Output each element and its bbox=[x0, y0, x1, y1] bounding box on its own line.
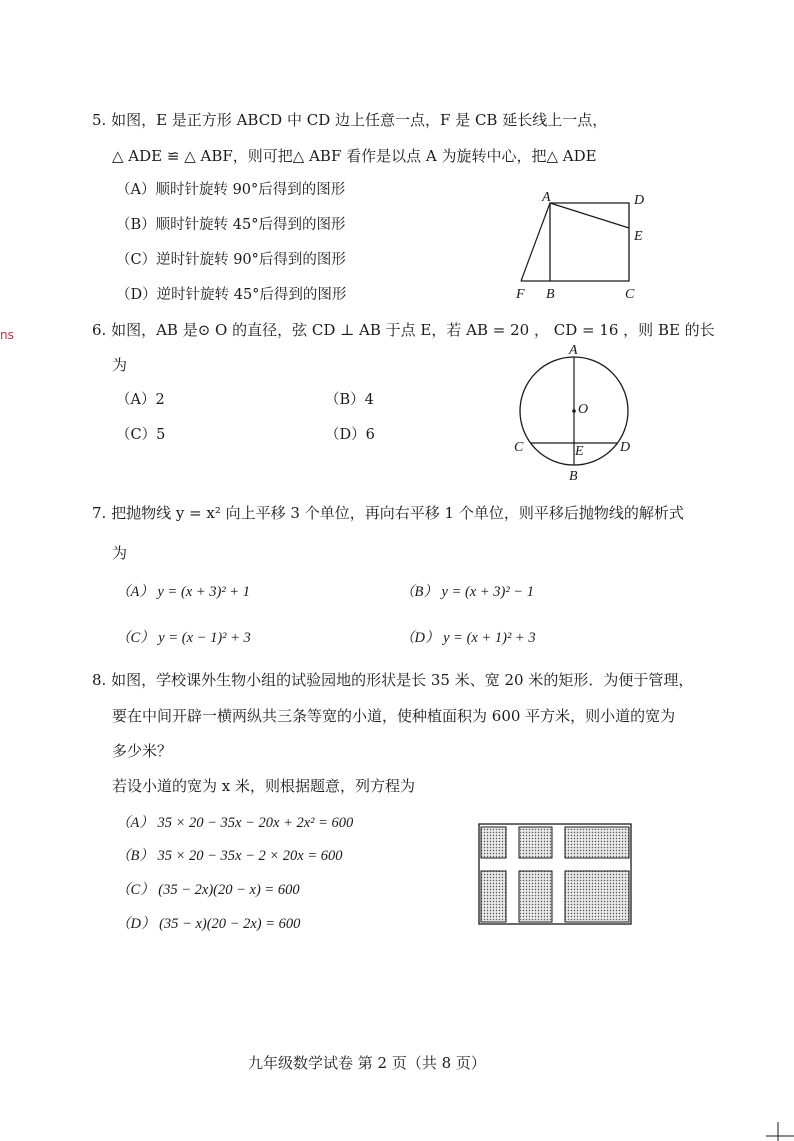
label-d: D bbox=[634, 193, 645, 208]
q7-option-a: （A） y = (x + 3)² + 1 bbox=[116, 584, 250, 600]
plot-top-middle bbox=[519, 827, 552, 858]
q7-option-b: （B） y = (x + 3)² − 1 bbox=[400, 584, 534, 600]
label-b: B bbox=[546, 287, 555, 302]
plot-bottom-right bbox=[565, 871, 629, 922]
q6-circle-figure bbox=[505, 340, 640, 488]
q5-option-b: （B）顺时针旋转 45°后得到的图形 bbox=[116, 217, 346, 233]
plot-top-left bbox=[481, 827, 506, 858]
label-c: C bbox=[625, 287, 635, 302]
q6-line1: 6. 如图，AB 是⊙ O 的直径，弦 CD ⊥ AB 于点 E，若 AB = 20 ， CD = 16 ，则 BE 的长 bbox=[92, 321, 715, 339]
plot-bottom-left bbox=[481, 871, 506, 922]
q5-line1: 5. 如图，E 是正方形 ABCD 中 CD 边上任意一点，F 是 CB 延长线上一点， bbox=[92, 111, 608, 129]
q8-option-a: （A） 35 × 20 − 35x − 20x + 2x² = 600 bbox=[116, 815, 354, 831]
q8-option-b: （B） 35 × 20 − 35x − 2 × 20x = 600 bbox=[116, 848, 343, 864]
q8-option-c: （C） (35 − 2x)(20 − x) = 600 bbox=[116, 882, 300, 898]
q6-option-d: （D）6 bbox=[325, 427, 375, 443]
q6-option-c: （C）5 bbox=[116, 427, 166, 443]
crop-mark bbox=[762, 1122, 794, 1141]
q6-option-b: （B）4 bbox=[325, 392, 374, 408]
margin-annotation: ns bbox=[0, 328, 14, 342]
q5-line2: △ ADE ≌ △ ABF，则可把△ ABF 看作是以点 A 为旋转中心，把△ ADE bbox=[112, 147, 597, 165]
segment-ae bbox=[550, 203, 629, 228]
q7-option-c: （C） y = (x − 1)² + 3 bbox=[116, 630, 251, 646]
plot-top-right bbox=[565, 827, 629, 858]
q6-line2: 为 bbox=[112, 356, 128, 374]
page-footer: 九年级数学试卷 第 2 页（共 8 页） bbox=[248, 1054, 486, 1072]
q5-option-d: （D）逆时针旋转 45°后得到的图形 bbox=[116, 287, 347, 303]
q7-option-d: （D） y = (x + 1)² + 3 bbox=[400, 630, 536, 646]
square-abcd bbox=[550, 203, 629, 281]
label-b: B bbox=[569, 469, 578, 484]
label-a: A bbox=[542, 190, 551, 205]
plot-bottom-middle bbox=[519, 871, 552, 922]
center-point bbox=[572, 409, 576, 413]
q8-garden-figure bbox=[477, 822, 635, 928]
q8-line1: 8. 如图，学校课外生物小组的试验园地的形状是长 35 米、宽 20 米的矩形．为便于管理， bbox=[92, 671, 694, 689]
q8-line2: 要在中间开辟一横两纵共三条等宽的小道，使种植面积为 600 平方米，则小道的宽为 bbox=[112, 707, 676, 725]
q8-option-d: （D） (35 − x)(20 − 2x) = 600 bbox=[116, 916, 301, 932]
q5-option-c: （C）逆时针旋转 90°后得到的图形 bbox=[116, 252, 346, 268]
q6-option-a: （A）2 bbox=[116, 392, 165, 408]
label-o: O bbox=[578, 402, 589, 417]
q8-line4: 若设小道的宽为 x 米，则根据题意，列方程为 bbox=[112, 777, 415, 795]
q7-line2: 为 bbox=[112, 544, 128, 562]
label-d: D bbox=[620, 440, 631, 455]
label-a: A bbox=[569, 343, 578, 358]
q7-line1: 7. 把抛物线 y = x² 向上平移 3 个单位，再向右平移 1 个单位，则平移后抛物线的解析式 bbox=[92, 504, 684, 522]
q8-line3: 多少米？ bbox=[112, 742, 173, 760]
label-f: F bbox=[516, 287, 525, 302]
q5-option-a: （A）顺时针旋转 90°后得到的图形 bbox=[116, 182, 346, 198]
label-c: C bbox=[514, 440, 524, 455]
label-e: E bbox=[575, 444, 584, 459]
label-e: E bbox=[634, 229, 643, 244]
segment-af bbox=[521, 203, 550, 281]
q5-square-figure bbox=[505, 188, 655, 303]
